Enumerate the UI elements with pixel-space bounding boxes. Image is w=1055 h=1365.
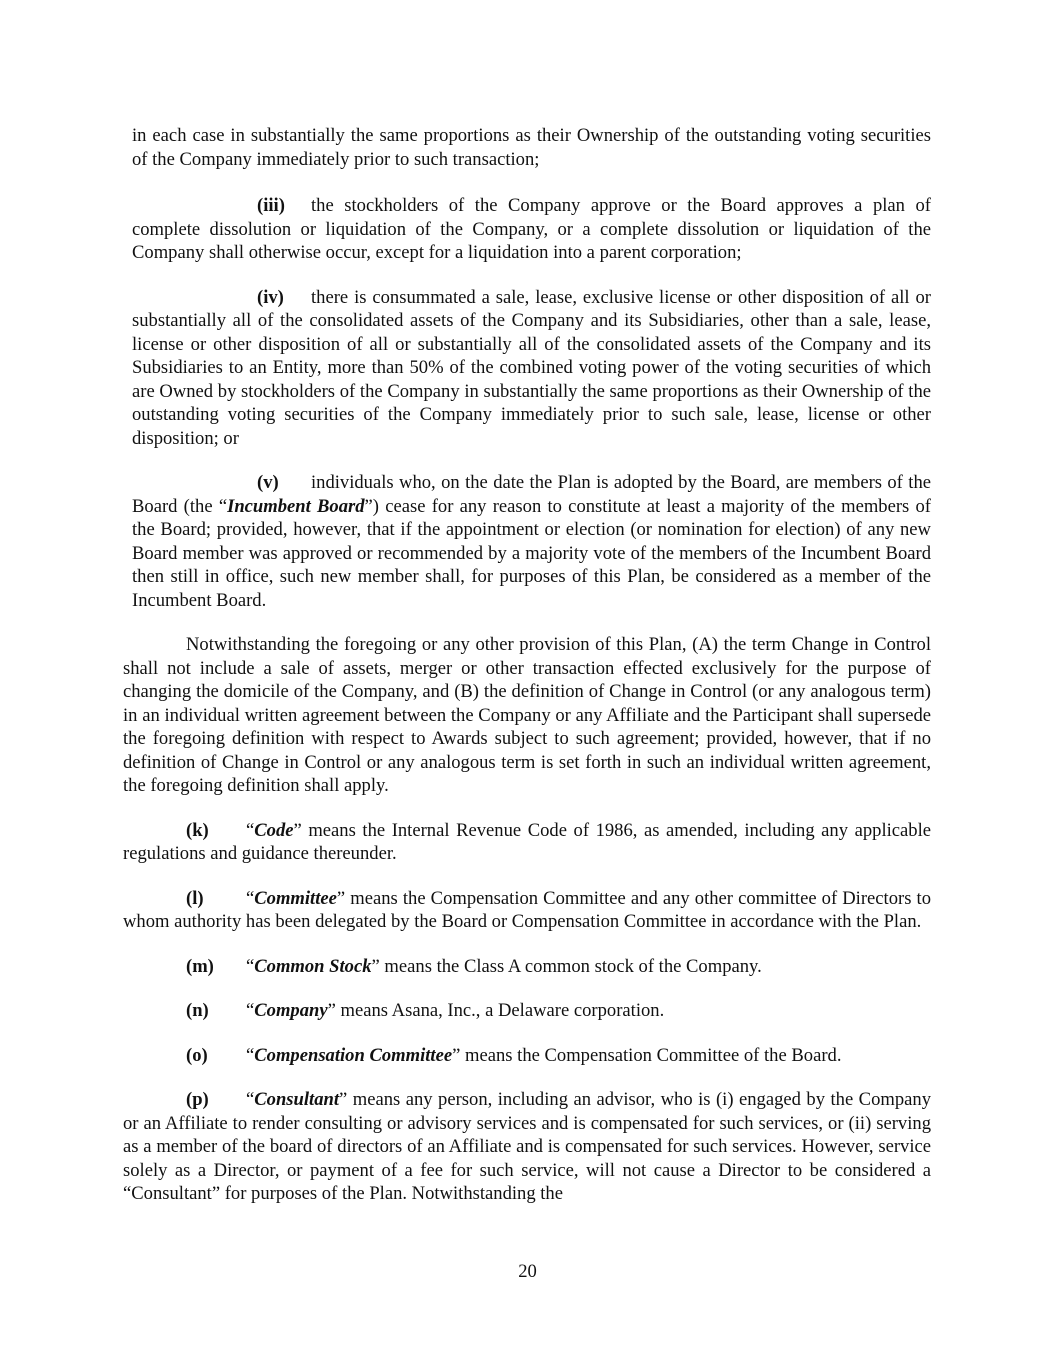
definition-l [123,887,931,934]
subclause-text: the stockholders of the Company approve or the Board approves a plan of complete dissolution or liquidation of the Company, or a complete dissolution or liquidation of the Company shall otherwise occur, except for a liquidation into a parent corporation; [132,195,931,263]
definition-text: ” means the Internal Revenue Code of 1986, as amended, including any applicable regulations and guidance thereunder. [123,819,931,864]
subclause-text: there is consummated a sale, lease, exclusive license or other disposition of all or substantially all of the consolidated assets of the Company and its Subsidiaries, other than a sale, lease, license or other disposition of all or substantially all of the consolidated assets of the Company and its Subsidiaries to an Entity, more than 50% of the combined voting power of the voting securities of which are Owned by stockholders of the Company in substantially the same proportions as their Ownership of the outstanding voting securities of the Company immediately prior to such sale, lease, license or other disposition; or [132,286,931,449]
open-quote: “ [246,955,255,977]
defined-term: Compensation Committee [254,1044,453,1066]
page-number: 20 [518,1261,537,1282]
notwithstanding-paragraph: Notwithstanding the foregoing or any other provision of this Plan, (A) the term Change in Control shall not include a sale of assets, merger or other transaction effected exclusively for the purpose of changing the domicile of the Company, and (B) the definition of Change in Control (or any analogous term) in an individual written agreement between the Company or any Affiliate and the Participant shall supersede the foregoing definition with respect to Awards subject to such agreement; provided, however, that if no definition of Change in Control or any analogous term is set forth in such an individual written agreement, the foregoing definition shall apply. [123,634,931,796]
subclause-label: (v) [257,472,279,493]
open-quote: “ [246,819,255,841]
definition-text: ” means any person, including an advisor, who is (i) engaged by the Company or an Affiliate to render consulting or advisory services and is compensated for such services, or (ii) serving as a member of the board of directors of an Affiliate and is compensated for such services. However, service solely as a Director, or payment of a fee for such service, will not cause a Director to be considered a “Consultant” for purposes of the Plan. Notwithstanding the [123,1089,931,1204]
defined-term: Incumbent Board [227,495,365,517]
subclause-label: (iii) [257,195,285,216]
subclause-text-before: individuals who, on the date the Plan is adopted by the Board, are members of the Board (the “ [132,472,931,517]
definition-text: ” means the Compensation Committee and any other committee of Directors to whom authority has been delegated by the Board or Compensation Committee in accordance with the Plan. [123,887,931,932]
defined-term: Consultant [254,1089,340,1110]
definition-m [123,955,931,979]
defined-term: Committee [254,887,337,909]
definition-label: (n) [186,1000,209,1021]
document-page [123,124,931,1206]
definition-label: (l) [186,887,204,909]
definition-n [123,999,931,1023]
subclause-label: (iv) [257,286,284,308]
defined-term: Company [254,1000,328,1021]
subclause-text-after: ”) cease for any reason to constitute at least a majority of the members of the Board; provided, however, that if the appointment or election (or nomination for election) of any new Board member was approved or recommended by a majority vote of the members of the Incumbent Board then still in office, such new member shall, for purposes of this Plan, be considered as a member of the Incumbent Board. [132,495,931,611]
definition-text: ” means the Compensation Committee of the Board. [452,1044,842,1066]
defined-term: Common Stock [254,955,372,977]
definition-p [123,1088,931,1206]
defined-term: Code [254,819,294,841]
open-quote: “ [246,1044,255,1066]
definition-label: (o) [186,1044,208,1066]
definition-label: (p) [186,1089,209,1110]
subclause-iii [132,194,931,265]
definition-label: (m) [186,955,214,977]
definition-o [123,1044,931,1068]
open-quote: “ [246,887,255,909]
open-quote: “ [246,1089,255,1110]
continuation-paragraph: in each case in substantially the same proportions as their Ownership of the outstanding voting securities of the Company immediately prior to such transaction; [132,125,931,170]
open-quote: “ [246,1000,255,1021]
definition-text: ” means Asana, Inc., a Delaware corporation. [327,1000,665,1021]
subclause-iv [132,286,931,451]
definition-text: ” means the Class A common stock of the Company. [371,955,762,977]
definition-k [123,819,931,866]
definition-label: (k) [186,819,209,841]
subclause-v [132,471,931,612]
